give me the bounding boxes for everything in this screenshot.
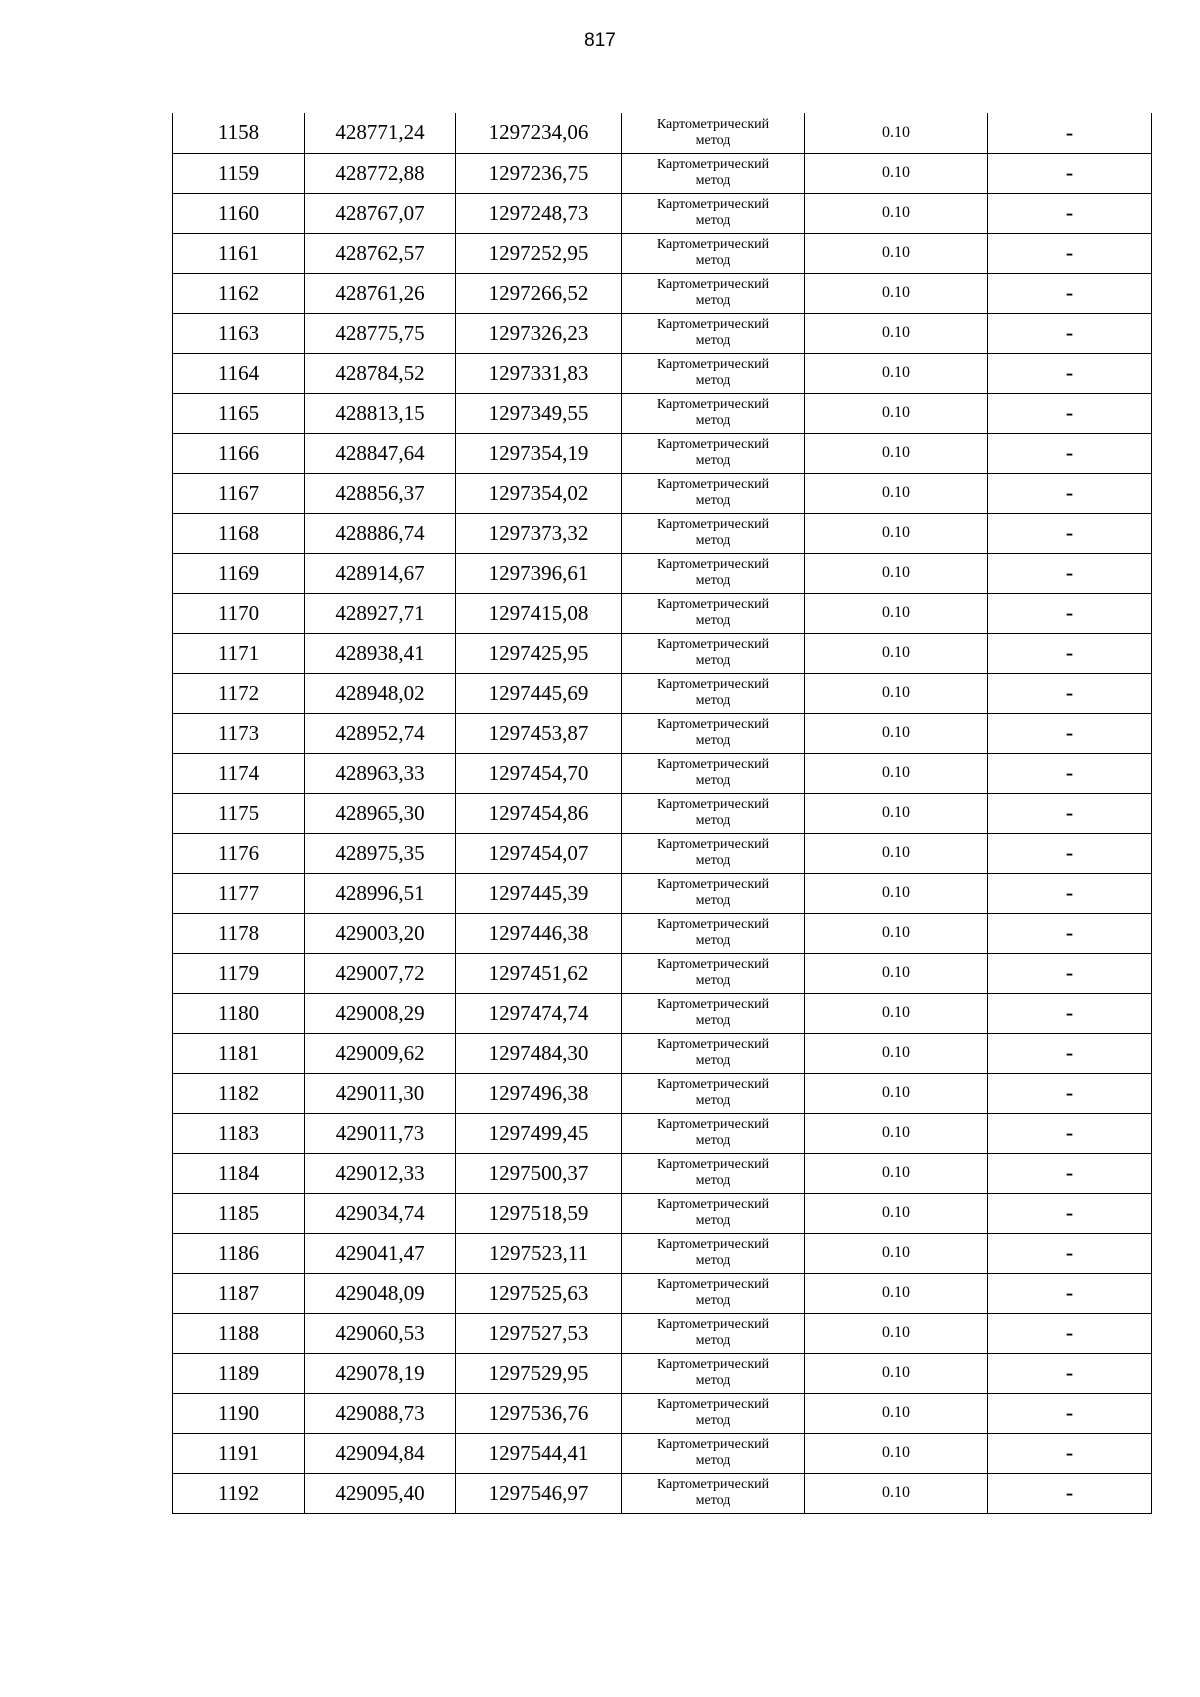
x-coordinate-cell: 429011,73 [305,1113,456,1153]
point-number-cell: 1176 [173,833,305,873]
note-cell: - [988,793,1152,833]
note-cell: - [988,833,1152,873]
table-row [173,1113,1152,1153]
point-number-cell: 1161 [173,233,305,273]
x-coordinate-cell: 429088,73 [305,1393,456,1433]
x-coordinate-cell: 428975,35 [305,833,456,873]
point-number-cell: 1180 [173,993,305,1033]
y-coordinate-cell: 1297523,11 [456,1233,622,1273]
method-cell [622,993,805,1033]
coordinates-table-body [173,113,1152,1513]
table-row [173,833,1152,873]
method-label: Картометрический метод [656,1477,770,1508]
x-coordinate-cell: 428761,26 [305,273,456,313]
accuracy-cell: 0.10 [805,873,988,913]
x-coordinate-cell: 429011,30 [305,1073,456,1113]
point-number-cell: 1179 [173,953,305,993]
table-row [173,1473,1152,1513]
method-label: Картометрический метод [656,1157,770,1188]
point-number-cell: 1177 [173,873,305,913]
method-cell [622,153,805,193]
point-number-cell: 1192 [173,1473,305,1513]
table-row [173,753,1152,793]
note-cell: - [988,313,1152,353]
y-coordinate-cell: 1297415,08 [456,593,622,633]
y-coordinate-cell: 1297326,23 [456,313,622,353]
accuracy-cell: 0.10 [805,1233,988,1273]
table-row [173,1153,1152,1193]
method-cell [622,633,805,673]
y-coordinate-cell: 1297354,19 [456,433,622,473]
y-coordinate-cell: 1297536,76 [456,1393,622,1433]
table-row [173,353,1152,393]
point-number-cell: 1164 [173,353,305,393]
accuracy-cell: 0.10 [805,793,988,833]
accuracy-cell: 0.10 [805,633,988,673]
accuracy-cell: 0.10 [805,313,988,353]
method-label: Картометрический метод [656,437,770,468]
point-number-cell: 1162 [173,273,305,313]
x-coordinate-cell: 428938,41 [305,633,456,673]
accuracy-cell: 0.10 [805,393,988,433]
method-cell [622,793,805,833]
page-number: 817 [584,30,616,51]
method-cell [622,353,805,393]
point-number-cell: 1185 [173,1193,305,1233]
accuracy-cell: 0.10 [805,673,988,713]
point-number-cell: 1163 [173,313,305,353]
note-cell: - [988,1113,1152,1153]
method-cell [622,593,805,633]
table-row [173,953,1152,993]
note-cell: - [988,1033,1152,1073]
method-cell [622,953,805,993]
accuracy-cell: 0.10 [805,993,988,1033]
method-label: Картометрический метод [656,1077,770,1108]
x-coordinate-cell: 429012,33 [305,1153,456,1193]
accuracy-cell: 0.10 [805,473,988,513]
point-number-cell: 1183 [173,1113,305,1153]
method-label: Картометрический метод [656,357,770,388]
method-cell [622,313,805,353]
table-row [173,233,1152,273]
point-number-cell: 1167 [173,473,305,513]
method-label: Картометрический метод [656,997,770,1028]
table-row [173,993,1152,1033]
method-label: Картометрический метод [656,237,770,268]
note-cell: - [988,153,1152,193]
y-coordinate-cell: 1297484,30 [456,1033,622,1073]
accuracy-cell: 0.10 [805,113,988,153]
y-coordinate-cell: 1297453,87 [456,713,622,753]
method-label: Картометрический метод [656,116,770,148]
y-coordinate-cell: 1297234,06 [456,113,622,153]
method-label: Картометрический метод [656,917,770,948]
accuracy-cell: 0.10 [805,513,988,553]
table-row [173,153,1152,193]
x-coordinate-cell: 428767,07 [305,193,456,233]
y-coordinate-cell: 1297525,63 [456,1273,622,1313]
note-cell: - [988,193,1152,233]
method-cell [622,833,805,873]
point-number-cell: 1186 [173,1233,305,1273]
accuracy-cell: 0.10 [805,1393,988,1433]
y-coordinate-cell: 1297527,53 [456,1313,622,1353]
method-cell [622,553,805,593]
x-coordinate-cell: 429094,84 [305,1433,456,1473]
method-label: Картометрический метод [656,797,770,828]
y-coordinate-cell: 1297474,74 [456,993,622,1033]
accuracy-cell: 0.10 [805,1033,988,1073]
note-cell: - [988,953,1152,993]
note-cell: - [988,433,1152,473]
table-row [173,1393,1152,1433]
point-number-cell: 1190 [173,1393,305,1433]
y-coordinate-cell: 1297266,52 [456,273,622,313]
note-cell: - [988,913,1152,953]
point-number-cell: 1189 [173,1353,305,1393]
method-cell [622,713,805,753]
method-cell [622,513,805,553]
accuracy-cell: 0.10 [805,353,988,393]
method-cell [622,753,805,793]
accuracy-cell: 0.10 [805,953,988,993]
method-label: Картометрический метод [656,397,770,428]
accuracy-cell: 0.10 [805,713,988,753]
method-label: Картометрический метод [656,757,770,788]
table-row [173,473,1152,513]
note-cell: - [988,353,1152,393]
table-row [173,873,1152,913]
method-cell [622,1313,805,1353]
x-coordinate-cell: 428963,33 [305,753,456,793]
y-coordinate-cell: 1297451,62 [456,953,622,993]
method-label: Картометрический метод [656,1197,770,1228]
note-cell: - [988,753,1152,793]
note-cell: - [988,1233,1152,1273]
y-coordinate-cell: 1297445,69 [456,673,622,713]
y-coordinate-cell: 1297518,59 [456,1193,622,1233]
x-coordinate-cell: 428775,75 [305,313,456,353]
x-coordinate-cell: 429007,72 [305,953,456,993]
note-cell: - [988,1353,1152,1393]
table-row [173,593,1152,633]
accuracy-cell: 0.10 [805,1313,988,1353]
note-cell: - [988,993,1152,1033]
y-coordinate-cell: 1297349,55 [456,393,622,433]
method-cell [622,393,805,433]
table-row [173,793,1152,833]
accuracy-cell: 0.10 [805,1353,988,1393]
table-row [173,393,1152,433]
accuracy-cell: 0.10 [805,1193,988,1233]
method-cell [622,1113,805,1153]
method-cell [622,1473,805,1513]
x-coordinate-cell: 429008,29 [305,993,456,1033]
point-number-cell: 1171 [173,633,305,673]
note-cell: - [988,593,1152,633]
table-row [173,1353,1152,1393]
method-label: Картометрический метод [656,157,770,188]
method-cell [622,1433,805,1473]
method-cell [622,1073,805,1113]
method-label: Картометрический метод [656,517,770,548]
method-cell [622,473,805,513]
y-coordinate-cell: 1297454,86 [456,793,622,833]
method-label: Картометрический метод [656,1237,770,1268]
x-coordinate-cell: 428813,15 [305,393,456,433]
x-coordinate-cell: 429003,20 [305,913,456,953]
method-cell [622,1033,805,1073]
method-label: Картометрический метод [656,837,770,868]
y-coordinate-cell: 1297446,38 [456,913,622,953]
note-cell: - [988,113,1152,153]
method-label: Картометрический метод [656,957,770,988]
method-cell [622,673,805,713]
accuracy-cell: 0.10 [805,193,988,233]
point-number-cell: 1168 [173,513,305,553]
x-coordinate-cell: 429041,47 [305,1233,456,1273]
method-label: Картометрический метод [656,197,770,228]
note-cell: - [988,673,1152,713]
x-coordinate-cell: 429060,53 [305,1313,456,1353]
table-row [173,193,1152,233]
method-cell [622,1153,805,1193]
accuracy-cell: 0.10 [805,913,988,953]
method-cell [622,233,805,273]
accuracy-cell: 0.10 [805,1113,988,1153]
note-cell: - [988,553,1152,593]
note-cell: - [988,273,1152,313]
x-coordinate-cell: 429078,19 [305,1353,456,1393]
note-cell: - [988,1193,1152,1233]
method-label: Картометрический метод [656,277,770,308]
method-label: Картометрический метод [656,1117,770,1148]
method-cell [622,1193,805,1233]
table-row [173,913,1152,953]
accuracy-cell: 0.10 [805,1153,988,1193]
method-cell [622,193,805,233]
x-coordinate-cell: 428914,67 [305,553,456,593]
method-label: Картометрический метод [656,477,770,508]
table-row [173,673,1152,713]
x-coordinate-cell: 428784,52 [305,353,456,393]
note-cell: - [988,1273,1152,1313]
y-coordinate-cell: 1297529,95 [456,1353,622,1393]
note-cell: - [988,713,1152,753]
method-label: Картометрический метод [656,1277,770,1308]
x-coordinate-cell: 428948,02 [305,673,456,713]
method-label: Картометрический метод [656,597,770,628]
x-coordinate-cell: 428847,64 [305,433,456,473]
y-coordinate-cell: 1297499,45 [456,1113,622,1153]
table-row [173,433,1152,473]
x-coordinate-cell: 428952,74 [305,713,456,753]
y-coordinate-cell: 1297496,38 [456,1073,622,1113]
accuracy-cell: 0.10 [805,273,988,313]
point-number-cell: 1158 [173,113,305,153]
method-cell [622,913,805,953]
y-coordinate-cell: 1297396,61 [456,553,622,593]
x-coordinate-cell: 428965,30 [305,793,456,833]
accuracy-cell: 0.10 [805,753,988,793]
method-label: Картометрический метод [656,877,770,908]
point-number-cell: 1173 [173,713,305,753]
method-label: Картометрический метод [656,1317,770,1348]
table-row [173,633,1152,673]
x-coordinate-cell: 428771,24 [305,113,456,153]
method-cell [622,873,805,913]
point-number-cell: 1187 [173,1273,305,1313]
point-number-cell: 1181 [173,1033,305,1073]
note-cell: - [988,1433,1152,1473]
accuracy-cell: 0.10 [805,553,988,593]
point-number-cell: 1170 [173,593,305,633]
y-coordinate-cell: 1297331,83 [456,353,622,393]
method-cell [622,1233,805,1273]
x-coordinate-cell: 428856,37 [305,473,456,513]
note-cell: - [988,233,1152,273]
table-row [173,1233,1152,1273]
y-coordinate-cell: 1297236,75 [456,153,622,193]
note-cell: - [988,1073,1152,1113]
method-label: Картометрический метод [656,677,770,708]
y-coordinate-cell: 1297354,02 [456,473,622,513]
table-row [173,113,1152,153]
table-row [173,513,1152,553]
table-row [173,313,1152,353]
point-number-cell: 1184 [173,1153,305,1193]
table-row [173,1273,1152,1313]
method-label: Картометрический метод [656,1397,770,1428]
table-row [173,273,1152,313]
note-cell: - [988,1473,1152,1513]
method-cell [622,113,805,153]
point-number-cell: 1169 [173,553,305,593]
y-coordinate-cell: 1297248,73 [456,193,622,233]
note-cell: - [988,633,1152,673]
method-label: Картометрический метод [656,317,770,348]
x-coordinate-cell: 428772,88 [305,153,456,193]
x-coordinate-cell: 428762,57 [305,233,456,273]
accuracy-cell: 0.10 [805,593,988,633]
note-cell: - [988,1313,1152,1353]
point-number-cell: 1175 [173,793,305,833]
point-number-cell: 1188 [173,1313,305,1353]
y-coordinate-cell: 1297454,07 [456,833,622,873]
method-label: Картометрический метод [656,1437,770,1468]
y-coordinate-cell: 1297454,70 [456,753,622,793]
method-label: Картометрический метод [656,717,770,748]
method-cell [622,1273,805,1313]
coordinates-table [172,113,1152,1514]
method-cell [622,1353,805,1393]
x-coordinate-cell: 429048,09 [305,1273,456,1313]
point-number-cell: 1172 [173,673,305,713]
point-number-cell: 1191 [173,1433,305,1473]
accuracy-cell: 0.10 [805,233,988,273]
method-label: Картометрический метод [656,637,770,668]
note-cell: - [988,1393,1152,1433]
table-row [173,1433,1152,1473]
note-cell: - [988,873,1152,913]
method-label: Картометрический метод [656,1037,770,1068]
y-coordinate-cell: 1297544,41 [456,1433,622,1473]
table-row [173,1073,1152,1113]
x-coordinate-cell: 429095,40 [305,1473,456,1513]
y-coordinate-cell: 1297445,39 [456,873,622,913]
accuracy-cell: 0.10 [805,433,988,473]
accuracy-cell: 0.10 [805,153,988,193]
accuracy-cell: 0.10 [805,1273,988,1313]
note-cell: - [988,393,1152,433]
table-row [173,1313,1152,1353]
table-row [173,553,1152,593]
method-label: Картометрический метод [656,557,770,588]
y-coordinate-cell: 1297252,95 [456,233,622,273]
x-coordinate-cell: 428996,51 [305,873,456,913]
accuracy-cell: 0.10 [805,833,988,873]
method-cell [622,273,805,313]
note-cell: - [988,473,1152,513]
accuracy-cell: 0.10 [805,1433,988,1473]
note-cell: - [988,1153,1152,1193]
point-number-cell: 1182 [173,1073,305,1113]
x-coordinate-cell: 428886,74 [305,513,456,553]
y-coordinate-cell: 1297425,95 [456,633,622,673]
x-coordinate-cell: 428927,71 [305,593,456,633]
method-cell [622,1393,805,1433]
point-number-cell: 1174 [173,753,305,793]
y-coordinate-cell: 1297546,97 [456,1473,622,1513]
table-row [173,1033,1152,1073]
point-number-cell: 1160 [173,193,305,233]
point-number-cell: 1166 [173,433,305,473]
point-number-cell: 1159 [173,153,305,193]
method-label: Картометрический метод [656,1357,770,1388]
accuracy-cell: 0.10 [805,1073,988,1113]
accuracy-cell: 0.10 [805,1473,988,1513]
y-coordinate-cell: 1297500,37 [456,1153,622,1193]
table-row [173,713,1152,753]
method-cell [622,433,805,473]
x-coordinate-cell: 429034,74 [305,1193,456,1233]
table-row [173,1193,1152,1233]
x-coordinate-cell: 429009,62 [305,1033,456,1073]
y-coordinate-cell: 1297373,32 [456,513,622,553]
note-cell: - [988,513,1152,553]
point-number-cell: 1178 [173,913,305,953]
point-number-cell: 1165 [173,393,305,433]
